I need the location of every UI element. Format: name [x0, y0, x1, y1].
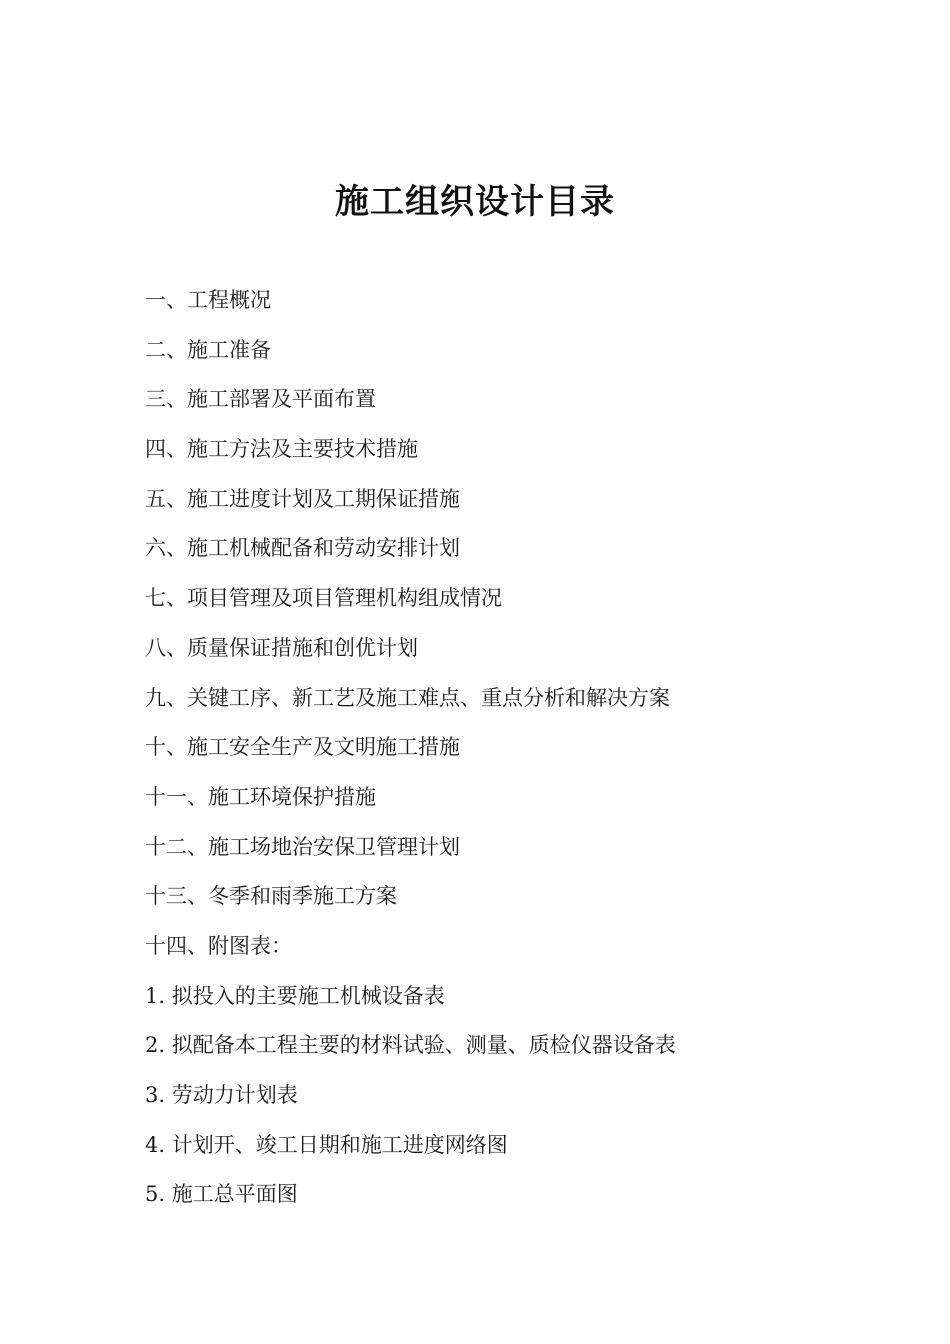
toc-item: 三、施工部署及平面布置	[145, 387, 376, 412]
toc-item: 十二、施工场地治安保卫管理计划	[145, 834, 460, 859]
toc-item: 4. 计划开、竣工日期和施工进度网络图	[145, 1132, 508, 1157]
toc-item: 5. 施工总平面图	[145, 1182, 298, 1207]
toc-item: 四、施工方法及主要技术措施	[145, 437, 418, 462]
toc-item: 1. 拟投入的主要施工机械设备表	[145, 983, 445, 1008]
document-title: 施工组织设计目录	[335, 182, 615, 222]
toc-item: 五、施工进度计划及工期保证措施	[145, 486, 460, 511]
toc-item: 十一、施工环境保护措施	[145, 784, 376, 809]
toc-item: 二、施工准备	[145, 337, 271, 362]
toc-item: 七、项目管理及项目管理机构组成情况	[145, 586, 502, 611]
toc-item: 八、质量保证措施和创优计划	[145, 635, 418, 660]
toc-item: 十三、冬季和雨季施工方案	[145, 884, 397, 909]
toc-item: 九、关键工序、新工艺及施工难点、重点分析和解决方案	[145, 685, 670, 710]
toc-item: 十、施工安全生产及文明施工措施	[145, 735, 460, 760]
toc-item: 一、工程概况	[145, 288, 271, 312]
toc-item: 十四、附图表：	[145, 933, 292, 958]
toc-item: 2. 拟配备本工程主要的材料试验、测量、质检仪器设备表	[145, 1033, 676, 1058]
toc-item: 六、施工机械配备和劳动安排计划	[145, 536, 460, 561]
toc-item: 3. 劳动力计划表	[145, 1083, 298, 1107]
table-of-contents	[145, 280, 905, 1224]
